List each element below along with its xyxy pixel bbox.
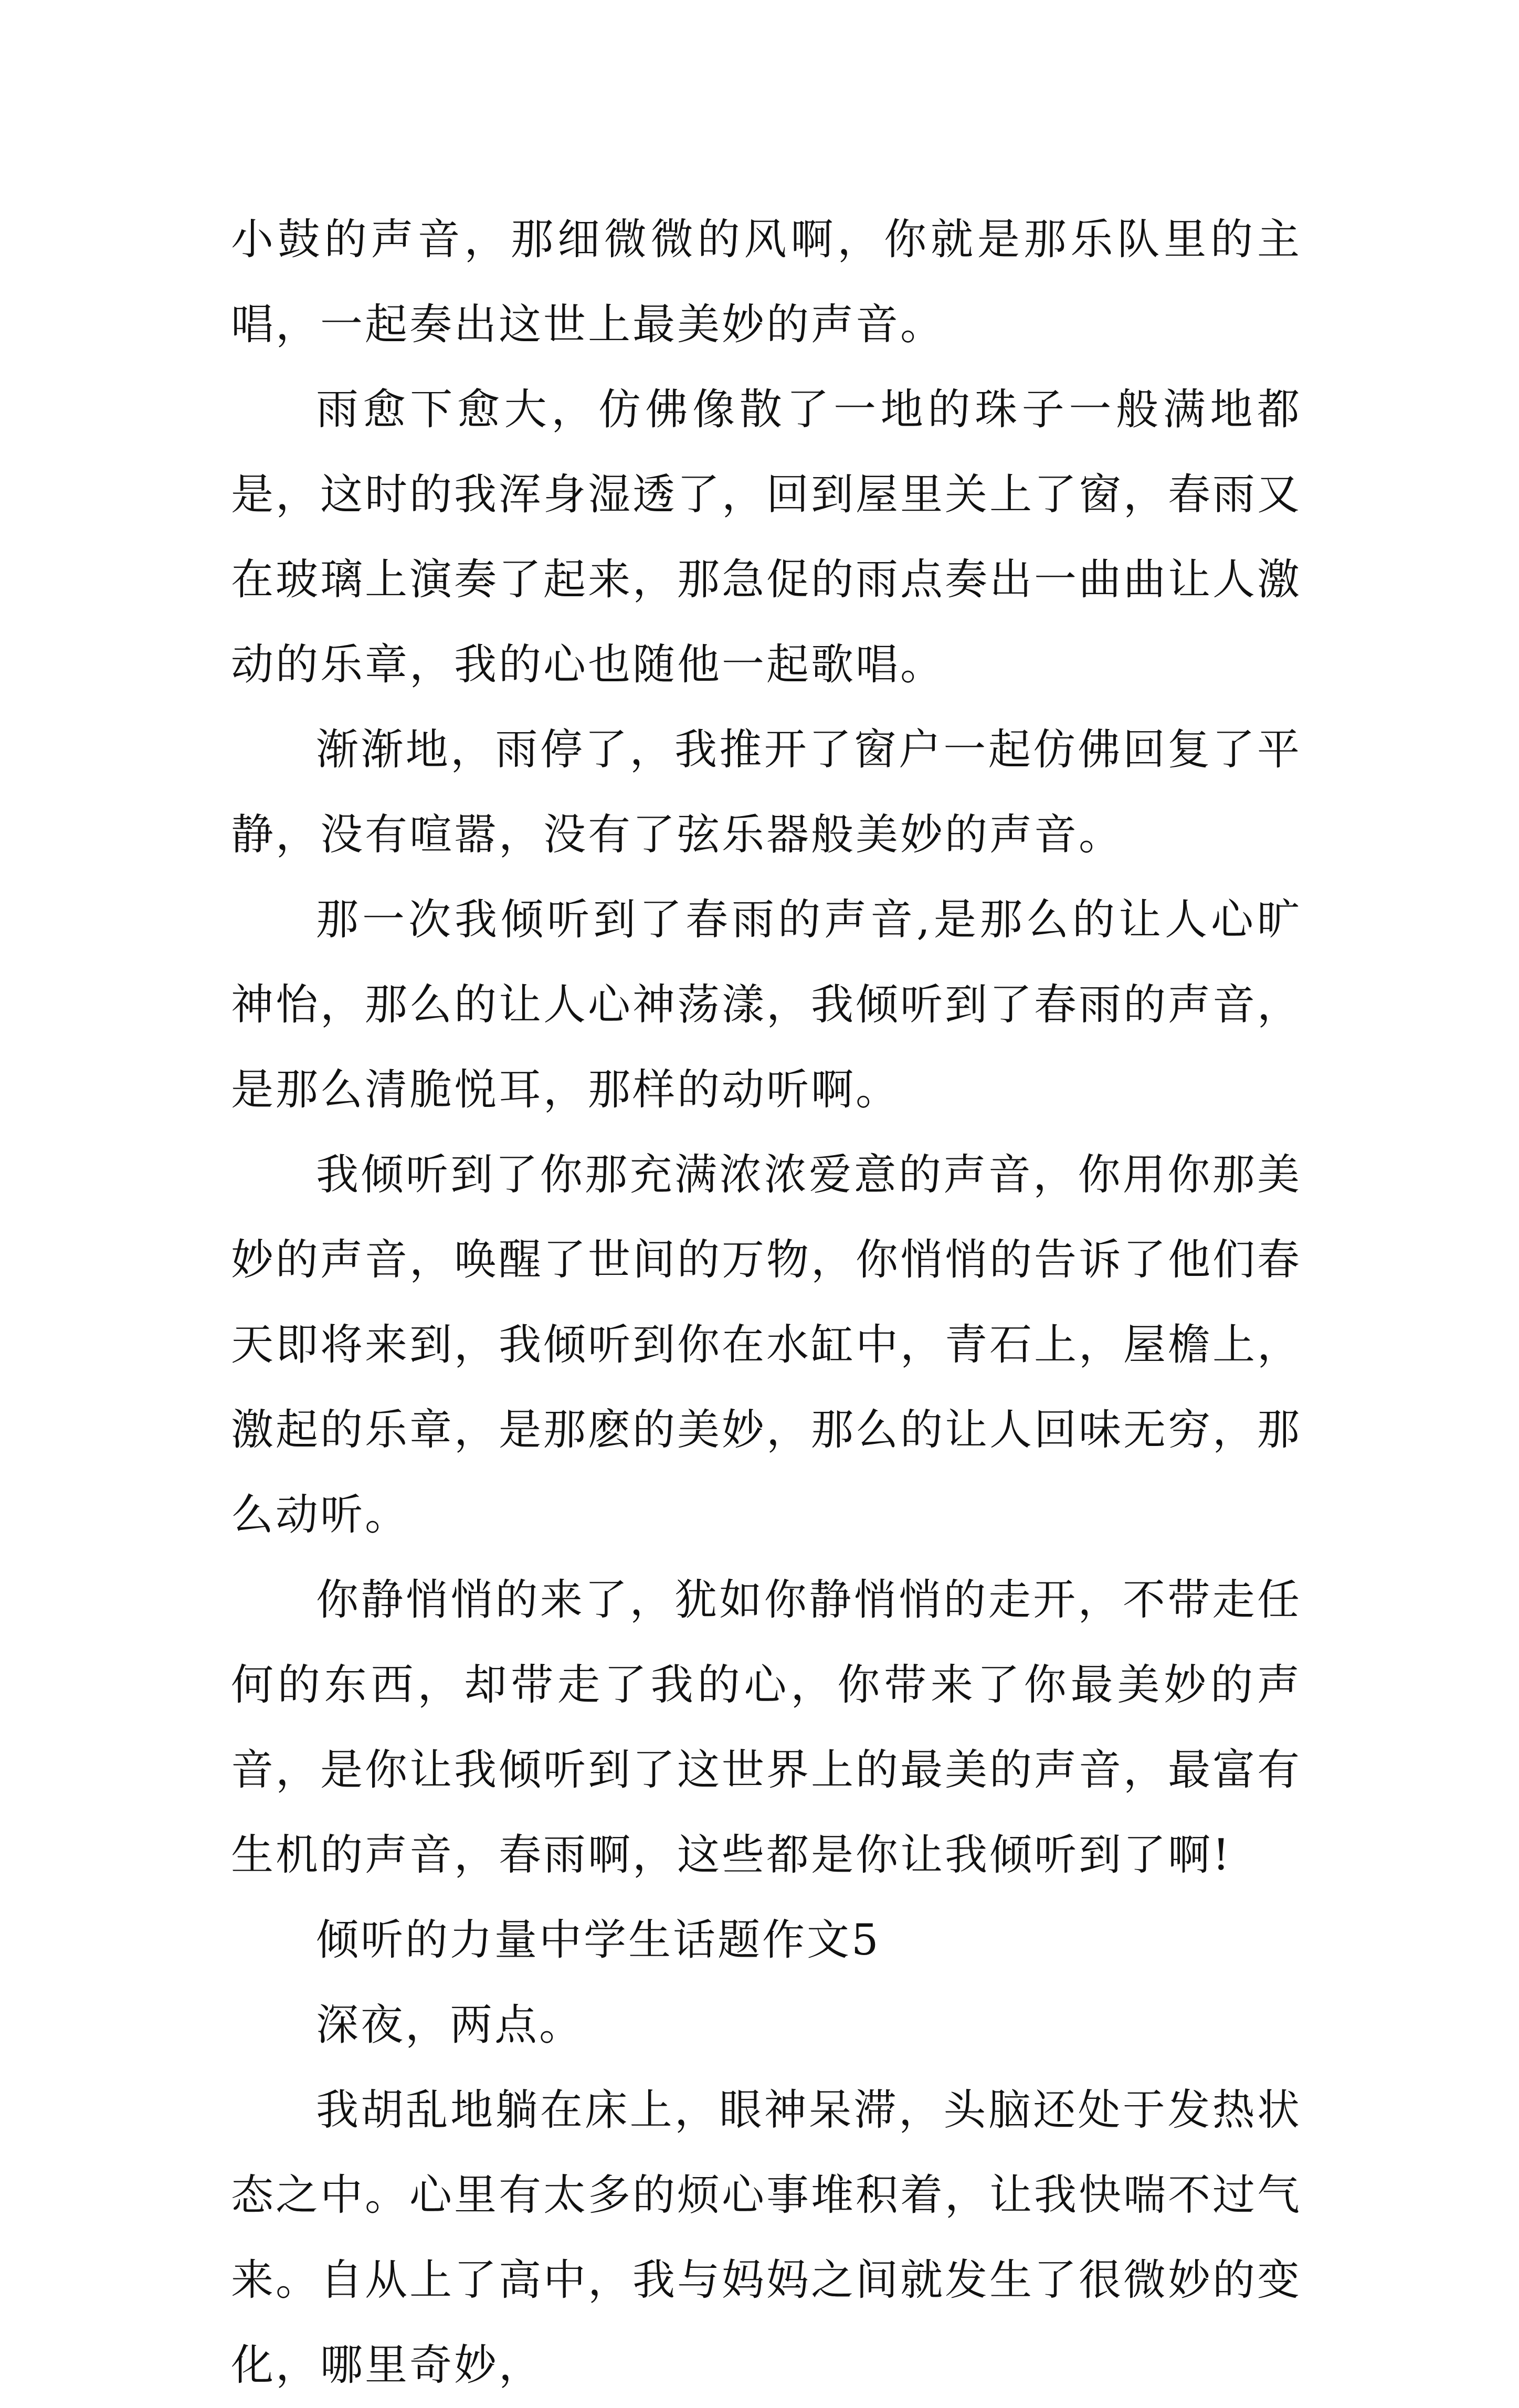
paragraph: 渐渐地，雨停了，我推开了窗户一起仿佛回复了平静，没有喧嚣，没有了弦乐器般美妙的声音。	[231, 725, 1302, 860]
paragraph: 你静悄悄的来了，犹如你静悄悄的走开，不带走任何的东西，却带走了我的心，你带来了你最美妙的声音，是你让我倾听到了这世界上的最美的声音，最富有生机的声音，春雨啊，这些都是你让我倾听到了啊!	[231, 1576, 1302, 1880]
paragraph: 深夜，两点。	[316, 2001, 584, 2050]
section-heading: 倾听的力量中学生话题作文5	[316, 1916, 881, 1965]
paragraph-continued: 小鼓的声音，那细微微的风啊，你就是那乐队里的主唱，一起奏出这世上最美妙的声音。	[231, 215, 1302, 350]
paragraph: 雨愈下愈大，仿佛像散了一地的珠子一般满地都是，这时的我浑身湿透了，回到屋里关上了窗，春雨又在玻璃上演奏了起来，那急促的雨点奏出一曲曲让人激动的乐章，我的心也随他一起歌唱。	[231, 385, 1302, 690]
paragraph: 我胡乱地躺在床上，眼神呆滞，头脑还处于发热状态之中。心里有太多的烦心事堆积着，让我快喘不过气来。自从上了高中，我与妈妈之间就发生了很微妙的变化，哪里奇妙，	[231, 2086, 1302, 2390]
paragraph: 那一次我倾听到了春雨的声音,是那么的让人心旷神怡，那么的让人心神荡漾，我倾听到了春雨的声音，是那么清脆悦耳，那样的动听啊。	[231, 895, 1302, 1115]
paragraph: 我倾听到了你那充满浓浓爱意的声音，你用你那美妙的声音，唤醒了世间的万物，你悄悄的告诉了他们春天即将来到，我倾听到你在水缸中，青石上，屋檐上，激起的乐章，是那麽的美妙，那么的让人回味无穷，那么动听。	[231, 1150, 1302, 1540]
article-body	[231, 197, 1302, 2408]
